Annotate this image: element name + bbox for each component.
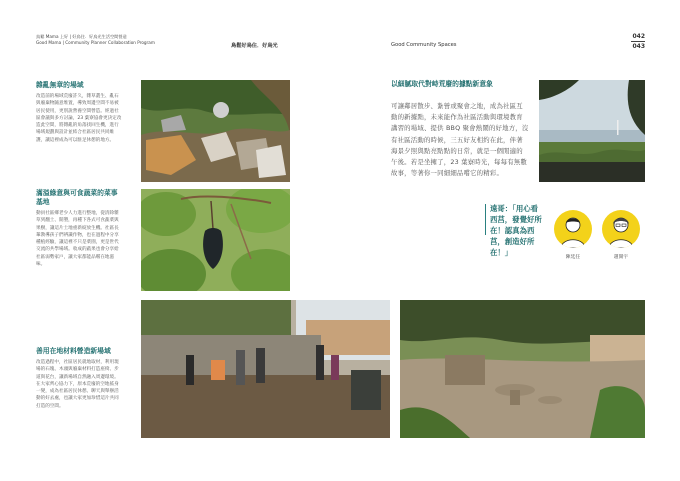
section-heading: 滿溢綠意與可食蔬菜的菜事基地 (36, 189, 118, 206)
quote-block (485, 203, 543, 258)
quote-bar (485, 204, 486, 235)
person-name: 趙開宇 (613, 255, 629, 260)
finished-courtyard-photo (400, 300, 645, 438)
running-header-left (36, 34, 155, 46)
person-name: 陳廷任 (565, 255, 581, 260)
section-title: 鳥鬆好鳥住．好鳥光 (231, 43, 278, 49)
section-garden (36, 189, 122, 268)
right-section-body: 可讓鄰居散步、紮營或聚會之地，成為社區互動的新據點，未來能作為社區活動與環境教育講習的場域、提供 BBQ 聚會熱鬧的好地方，沒有社區活動的時候，三五好友相約在此，伴著海景夕照與點亮點點的日常，就是一個閒適的午後。若是坐擁了，23 葉寮時光，每每有無數故事，等著你一同細細品嚐它的精彩。 (391, 102, 529, 178)
section-body: 動員社區鄉老少人力進行整地，從清除雜草到翻土、開墾，再種下各式可食蔬菜與果樹，讓這片土地重新綻放生機。社區長輩教導孩子們辨識作物，也在過程中分享種植經驗，讓這裡不只是菜園，更是世代交流的共學場域。收成的蔬果也會分享給社區弱勢家戶，讓大家都能品嚐在地滋味。 (36, 211, 119, 268)
volunteers-working-photo (141, 300, 390, 438)
page-number-divider (631, 41, 645, 42)
section-body: 改造過程中，社區居民就地取材，利用現場的石塊、木頭與廢棄材料打造座椅、步道與花台，讓新場域自然融入周邊環境。在大家齊心協力下，原本荒廢的空地搖身一變，成為社區居民休憩、聊天與舉辦活動的好去處，也讓大家更加珍惜這片共同打造的空間。 (36, 360, 119, 409)
right-section-heading: 以細膩取代對峙荒廢的據點新意象 (391, 80, 493, 88)
section-heading: 善用在地材料營造新場域 (36, 347, 111, 355)
overgrown-debris-photo (141, 80, 290, 182)
right-header-title: Good Community Spaces (391, 42, 457, 48)
section-materials (36, 347, 122, 410)
quote-text: 遠哥：「用心看西莒，發覺好所在！認真為西莒，創造好所在！」 (490, 204, 542, 257)
header-left-line1: 鳥鬆 Mama 上好 | 好鳥住．好鳥光生活空間營造 (36, 34, 127, 39)
section-body: 改造前的場域荒廢許久，雜草叢生、亂石與廢棄物隨意堆置，導致周邊空間不易被居民使用，更別說營養空間營造。經過社區會議與多方討論，23 葉寮協會更決定改造此空間，將雜亂的角落找回生機，進行場域規劃與設計並結合社區居民共同維護，讓這裡成為可以駐足休憩的地方。 (36, 94, 122, 143)
avatar (602, 210, 640, 248)
right-section (391, 80, 529, 179)
section-heading: 雜亂無章的場域 (36, 81, 84, 89)
page-number-left: 042 (632, 33, 645, 40)
pumpkin-garden-photo (141, 189, 290, 291)
avatar (554, 210, 592, 248)
section-overgrown (36, 81, 122, 144)
page-number-right: 043 (632, 43, 645, 50)
sea-view-photo (539, 80, 645, 182)
page-numbers (631, 33, 645, 50)
header-left-line2: Good Mama | Community Planner Collaboration Program (36, 40, 155, 45)
